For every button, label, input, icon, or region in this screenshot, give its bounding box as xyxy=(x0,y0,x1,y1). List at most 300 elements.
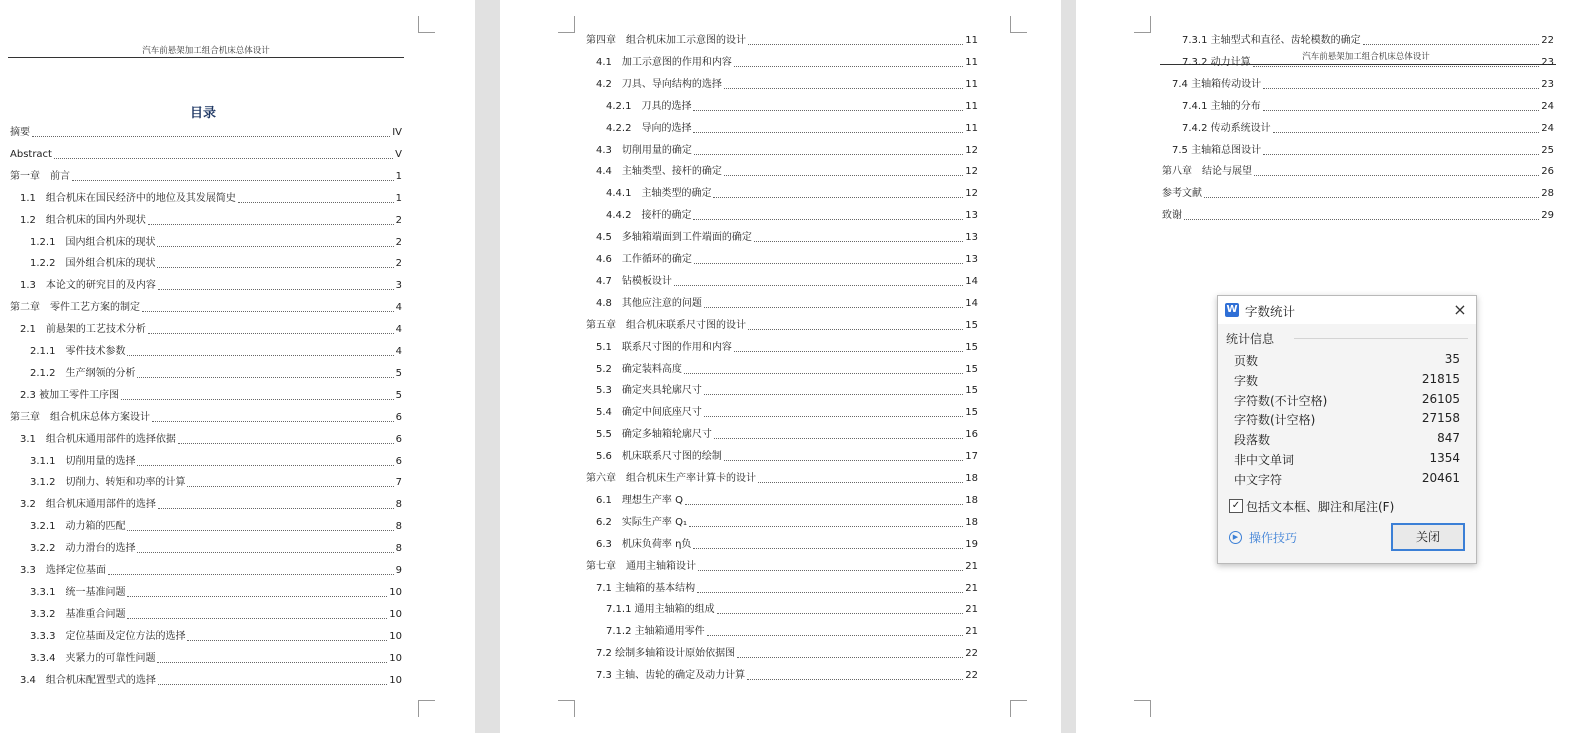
toc-entry-title: 致谢 xyxy=(1162,210,1182,222)
toc-entry-title: 5.3 确定夹具轮廓尺寸 xyxy=(596,385,702,397)
toc-page-number: 15 xyxy=(965,341,978,353)
toc-entry-title: 3.2 组合机床通用部件的选择 xyxy=(20,499,156,511)
toc-page-number: 6 xyxy=(395,411,402,423)
toc-entry-title: 7.1 主轴箱的基本结构 xyxy=(596,582,696,594)
tips-link[interactable]: 操作技巧 xyxy=(1249,531,1298,545)
toc-page-number: 11 xyxy=(965,56,978,68)
crop-mark xyxy=(1134,700,1151,717)
toc-dot-leader xyxy=(704,394,963,395)
crop-mark xyxy=(418,16,435,33)
toc-page-number: 29 xyxy=(1541,210,1554,222)
toc-dot-leader xyxy=(707,635,964,636)
toc-dot-leader xyxy=(693,110,963,111)
stat-label: 中文字符 xyxy=(1234,472,1283,487)
toc-entry[interactable] xyxy=(596,406,978,420)
toc-entry-title: 3.3.2 基准重合问题 xyxy=(30,608,126,620)
toc-dot-leader xyxy=(747,679,963,680)
toc-page-number: 21 xyxy=(965,582,978,594)
toc-dot-leader xyxy=(157,246,393,247)
toc-page-number: 10 xyxy=(389,674,402,686)
toc-page-number: 7 xyxy=(395,477,402,489)
toc-page-number: 21 xyxy=(965,560,978,572)
toc-dot-leader xyxy=(693,132,963,133)
document-page-2 xyxy=(500,0,1061,733)
stat-label: 非中文单词 xyxy=(1234,453,1295,467)
toc-dot-leader xyxy=(698,570,963,571)
toc-entry-title: 3.1.2 切削力、转矩和功率的计算 xyxy=(30,477,186,489)
toc-dot-leader xyxy=(54,158,393,159)
toc-entry-title: 7.3 主轴、齿轮的确定及动力计算 xyxy=(596,670,746,682)
toc-page-number: 8 xyxy=(395,521,402,533)
toc-entry-title: 4.2.2 导向的选择 xyxy=(606,122,692,134)
toc-dot-leader xyxy=(724,88,963,89)
toc-page-number: 9 xyxy=(395,565,402,576)
toc-dot-leader xyxy=(704,307,963,308)
toc-page-number: 13 xyxy=(965,232,978,244)
toc-page-number: IV xyxy=(392,127,402,138)
stat-row xyxy=(1234,451,1460,471)
toc-entry[interactable] xyxy=(20,323,402,337)
crop-mark xyxy=(558,700,575,717)
toc-entry-title: 7.3.1 主轴型式和直径、齿轮模数的确定 xyxy=(1182,35,1361,46)
toc-dot-leader xyxy=(157,267,393,268)
toc-entry-title: 5.1 联系尺寸图的作用和内容 xyxy=(596,341,732,353)
toc-dot-leader xyxy=(178,443,394,444)
toc-entry[interactable] xyxy=(586,560,978,574)
toc-page-number: 23 xyxy=(1541,56,1554,68)
toc-entry-title: 7.4 主轴箱传动设计 xyxy=(1172,78,1262,90)
stat-value: 21815 xyxy=(1421,371,1460,386)
toc-entry[interactable] xyxy=(596,428,978,442)
toc-entry[interactable] xyxy=(20,433,402,447)
toc-entry[interactable] xyxy=(596,341,978,355)
toc-entry-title: 参考文献 xyxy=(1162,188,1202,200)
toc-dot-leader xyxy=(693,219,963,220)
toc-dot-leader xyxy=(1204,197,1539,198)
toc-page-number: 24 xyxy=(1541,100,1554,112)
toc-dot-leader xyxy=(148,224,394,225)
toc-entry[interactable] xyxy=(30,520,402,534)
toc-entry[interactable] xyxy=(596,516,978,530)
toc-entry-title: 7.4.1 主轴的分布 xyxy=(1182,100,1261,112)
checkbox-label[interactable]: 包括文本框、脚注和尾注(F) xyxy=(1246,500,1395,514)
toc-entry-title: 4.7 钻模板设计 xyxy=(596,275,672,287)
toc-entry[interactable] xyxy=(1182,56,1554,70)
toc-entry-title: 1.1 组合机床在国民经济中的地位及其发展简史 xyxy=(20,192,236,204)
toc-dot-leader xyxy=(1253,66,1540,67)
toc-page-number: 15 xyxy=(965,319,978,331)
toc-entry[interactable] xyxy=(30,608,402,622)
toc-entry-title: 5.6 机床联系尺寸图的绘制 xyxy=(596,451,722,463)
toc-dot-leader xyxy=(734,351,963,352)
toc-entry-title: 3.1.1 切削用量的选择 xyxy=(30,455,136,467)
toc-page-number: 14 xyxy=(965,275,978,287)
toc-page-number: 10 xyxy=(389,608,402,620)
toc-entry[interactable] xyxy=(20,564,402,578)
toc-entry-title: 摘要 xyxy=(10,127,30,138)
toc-entry-title: 1.2.2 国外组合机床的现状 xyxy=(30,258,156,270)
toc-entry-title: 2.1 前悬架的工艺技术分析 xyxy=(20,324,146,336)
toc-page-number: 22 xyxy=(1541,35,1554,46)
toc-page-number: 24 xyxy=(1541,122,1554,134)
page-header: 汽车前悬架加工组合机床总体设计 xyxy=(1302,52,1430,62)
close-button[interactable]: 关闭 xyxy=(1391,523,1465,551)
word-count-dialog xyxy=(1217,295,1477,564)
toc-dot-leader xyxy=(148,333,394,334)
toc-page-number: 15 xyxy=(965,385,978,397)
toc-dot-leader xyxy=(32,136,390,137)
toc-entry[interactable] xyxy=(586,319,978,333)
toc-page-number: 10 xyxy=(389,652,402,664)
toc-dot-leader xyxy=(694,154,963,155)
stat-label: 字数 xyxy=(1234,373,1259,388)
toc-page-number: 22 xyxy=(965,670,978,682)
crop-mark xyxy=(1010,16,1027,33)
toc-title: 目录 xyxy=(189,106,216,121)
toc-entry[interactable] xyxy=(1162,209,1554,223)
toc-entry[interactable] xyxy=(596,494,978,508)
toc-page-number: V xyxy=(395,148,402,160)
toc-dot-leader xyxy=(697,592,963,593)
wps-writer-icon: W xyxy=(1226,304,1238,315)
toc-page-number: 11 xyxy=(965,78,978,90)
toc-entry-title: 第三章 组合机床总体方案设计 xyxy=(10,411,150,423)
toc-entry-title: 3.2.1 动力箱的匹配 xyxy=(30,521,126,533)
toc-entry[interactable] xyxy=(596,384,978,398)
toc-entry[interactable] xyxy=(596,669,978,683)
toc-entry[interactable] xyxy=(596,231,978,245)
toc-dot-leader xyxy=(685,504,963,505)
toc-entry-title: 2.1.1 零件技术参数 xyxy=(30,346,126,357)
toc-page-number: 8 xyxy=(395,543,402,555)
toc-dot-leader xyxy=(693,548,963,549)
group-divider xyxy=(1294,338,1468,339)
toc-entry[interactable] xyxy=(10,170,402,184)
toc-dot-leader xyxy=(152,421,394,422)
toc-page-number: 1 xyxy=(395,170,402,182)
play-icon[interactable]: ▶ xyxy=(1229,531,1242,544)
toc-entry-title: 6.3 机床负荷率 η负 xyxy=(596,538,692,550)
toc-entry-title: 3.3.1 统一基准问题 xyxy=(30,586,126,598)
toc-entry[interactable] xyxy=(586,34,978,48)
toc-entry-title: 7.5 主轴箱总图设计 xyxy=(1172,144,1262,156)
toc-page-number: 18 xyxy=(965,473,978,484)
toc-entry-title: 1.3 本论文的研究目的及内容 xyxy=(20,280,156,292)
stat-label: 页数 xyxy=(1234,354,1259,368)
toc-page-number: 25 xyxy=(1541,144,1554,156)
toc-entry-title: 4.3 切削用量的确定 xyxy=(596,144,692,156)
toc-entry[interactable] xyxy=(30,236,402,250)
toc-dot-leader xyxy=(121,399,394,400)
toc-page-number: 28 xyxy=(1541,188,1554,200)
toc-page-number: 16 xyxy=(965,429,978,441)
header-rule xyxy=(8,57,404,58)
toc-entry-title: 1.2 组合机床的国内外现状 xyxy=(20,214,146,226)
stat-value: 26105 xyxy=(1421,391,1460,406)
toc-entry[interactable] xyxy=(20,192,402,206)
toc-entry[interactable] xyxy=(1182,122,1554,136)
toc-dot-leader xyxy=(674,285,963,286)
toc-page-number: 5 xyxy=(395,389,402,401)
toc-page-number: 21 xyxy=(965,626,978,638)
dialog-title: 字数统计 xyxy=(1245,304,1296,319)
toc-page-number: 10 xyxy=(389,630,402,642)
stat-value: 27158 xyxy=(1421,411,1460,426)
toc-entry-title: 第二章 零件工艺方案的制定 xyxy=(10,302,140,314)
stat-row xyxy=(1234,431,1460,451)
toc-page-number: 12 xyxy=(965,188,978,200)
toc-dot-leader xyxy=(724,175,963,176)
toc-entry-title: 第四章 组合机床加工示意图的设计 xyxy=(586,35,746,46)
toc-entry[interactable] xyxy=(10,126,402,140)
toc-entry[interactable] xyxy=(20,498,402,512)
toc-entry-title: 第六章 组合机床生产率计算卡的设计 xyxy=(586,473,756,484)
toc-entry[interactable] xyxy=(30,455,402,469)
toc-entry-title: 4.5 多轴箱端面到工件端面的确定 xyxy=(596,232,752,244)
toc-entry[interactable] xyxy=(30,257,402,271)
toc-entry[interactable] xyxy=(596,450,978,464)
toc-entry-title: 1.2.1 国内组合机床的现状 xyxy=(30,236,156,248)
toc-entry-title: 7.2 绘制多轴箱设计原始依据图 xyxy=(596,648,736,660)
toc-page-number: 11 xyxy=(965,35,978,46)
toc-page-number: 21 xyxy=(965,604,978,616)
toc-page-number: 6 xyxy=(395,455,402,467)
stat-row xyxy=(1234,392,1460,412)
toc-entry[interactable] xyxy=(10,411,402,425)
toc-entry[interactable] xyxy=(20,674,402,688)
toc-entry[interactable] xyxy=(30,345,402,359)
toc-entry[interactable] xyxy=(30,630,402,644)
toc-entry-title: 7.4.2 传动系统设计 xyxy=(1182,122,1271,134)
toc-entry[interactable] xyxy=(596,78,978,92)
toc-entry-title: 4.2 刀具、导向结构的选择 xyxy=(596,78,722,90)
toc-dot-leader xyxy=(108,574,394,575)
toc-entry[interactable] xyxy=(596,275,978,289)
toc-entry-title: 5.4 确定中间底座尺寸 xyxy=(596,407,702,419)
toc-entry[interactable] xyxy=(596,582,978,596)
toc-entry-title: 5.5 确定多轴箱轮廓尺寸 xyxy=(596,429,712,441)
toc-page-number: 23 xyxy=(1541,78,1554,90)
toc-entry[interactable] xyxy=(1162,165,1554,179)
toc-dot-leader xyxy=(704,416,963,417)
toc-dot-leader xyxy=(158,508,394,509)
toc-entry[interactable] xyxy=(596,165,978,179)
toc-entry[interactable] xyxy=(1172,78,1554,92)
include-textbox-footnotes-checkbox[interactable]: ✓ xyxy=(1229,499,1243,513)
toc-entry-title: 3.3 选择定位基面 xyxy=(20,565,106,576)
document-page-1 xyxy=(0,0,475,733)
toc-dot-leader xyxy=(187,640,387,641)
toc-entry[interactable] xyxy=(10,148,402,162)
toc-dot-leader xyxy=(758,482,963,483)
toc-entry[interactable] xyxy=(606,187,978,201)
toc-dot-leader xyxy=(689,526,963,527)
stat-value: 35 xyxy=(1444,352,1460,366)
toc-entry[interactable] xyxy=(1182,34,1554,48)
toc-dot-leader xyxy=(127,618,387,619)
toc-entry[interactable] xyxy=(596,253,978,267)
toc-entry[interactable] xyxy=(606,100,978,114)
stat-value: 847 xyxy=(1437,431,1460,446)
toc-entry[interactable] xyxy=(1182,100,1554,114)
toc-entry-title: 2.1.2 生产纲领的分析 xyxy=(30,367,136,379)
toc-entry-title: 2.3 被加工零件工序图 xyxy=(20,389,120,401)
toc-dot-leader xyxy=(127,596,387,597)
toc-dot-leader xyxy=(694,263,963,264)
toc-dot-leader xyxy=(734,66,963,67)
toc-entry-title: 4.4 主轴类型、接杆的确定 xyxy=(596,166,722,178)
stat-label: 段落数 xyxy=(1234,433,1271,448)
stat-label: 字符数(不计空格) xyxy=(1234,393,1328,408)
toc-entry[interactable] xyxy=(596,647,978,661)
toc-entry[interactable] xyxy=(30,652,402,666)
toc-entry[interactable] xyxy=(30,542,402,556)
toc-page-number: 11 xyxy=(965,100,978,112)
toc-page-number: 12 xyxy=(965,144,978,156)
toc-entry[interactable] xyxy=(10,301,402,315)
toc-entry-title: 7.1.1 通用主轴箱的组成 xyxy=(606,604,715,616)
toc-page-number: 15 xyxy=(965,407,978,419)
toc-entry-title: 第一章 前言 xyxy=(10,170,70,182)
toc-page-number: 17 xyxy=(965,451,978,463)
toc-dot-leader xyxy=(713,197,963,198)
toc-entry-title: Abstract xyxy=(10,148,52,160)
toc-page-number: 8 xyxy=(395,499,402,511)
toc-entry[interactable] xyxy=(606,122,978,136)
toc-dot-leader xyxy=(737,657,963,658)
toc-entry[interactable] xyxy=(20,214,402,228)
toc-entry-title: 4.2.1 刀具的选择 xyxy=(606,100,692,112)
toc-dot-leader xyxy=(127,355,393,356)
toc-page-number: 6 xyxy=(395,433,402,445)
toc-dot-leader xyxy=(724,460,963,461)
toc-dot-leader xyxy=(1254,175,1539,176)
toc-dot-leader xyxy=(137,465,393,466)
toc-dot-leader xyxy=(158,289,394,290)
crop-mark xyxy=(1010,700,1027,717)
toc-entry-title: 4.6 工作循环的确定 xyxy=(596,254,692,265)
toc-entry[interactable] xyxy=(606,625,978,639)
toc-entry[interactable] xyxy=(586,472,978,486)
toc-page-number: 10 xyxy=(389,586,402,598)
toc-page-number: 1 xyxy=(395,192,402,204)
toc-dot-leader xyxy=(754,241,963,242)
toc-entry[interactable] xyxy=(1162,187,1554,201)
toc-page-number: 26 xyxy=(1541,166,1554,178)
toc-entry[interactable] xyxy=(596,56,978,70)
toc-dot-leader xyxy=(137,377,393,378)
toc-page-number: 13 xyxy=(965,254,978,265)
toc-entry-title: 第五章 组合机床联系尺寸图的设计 xyxy=(586,319,746,331)
toc-entry[interactable] xyxy=(596,363,978,377)
toc-dot-leader xyxy=(137,552,393,553)
toc-entry-title: 第八章 结论与展望 xyxy=(1162,166,1252,178)
toc-entry-title: 4.4.2 接杆的确定 xyxy=(606,210,692,222)
toc-page-number: 18 xyxy=(965,494,978,506)
toc-page-number: 2 xyxy=(395,236,402,248)
toc-entry-title: 6.1 理想生产率 Q xyxy=(596,494,683,506)
toc-entry-title: 3.3.3 定位基面及定位方法的选择 xyxy=(30,630,186,642)
toc-entry[interactable] xyxy=(596,144,978,158)
toc-page-number: 2 xyxy=(395,214,402,226)
toc-dot-leader xyxy=(1363,44,1540,45)
toc-page-number: 4 xyxy=(395,302,402,314)
toc-entry[interactable] xyxy=(596,538,978,552)
toc-page-number: 22 xyxy=(965,648,978,660)
crop-mark xyxy=(418,700,435,717)
toc-entry[interactable] xyxy=(30,586,402,600)
toc-dot-leader xyxy=(187,486,393,487)
toc-dot-leader xyxy=(142,311,394,312)
toc-dot-leader xyxy=(72,180,394,181)
toc-entry[interactable] xyxy=(1172,144,1554,158)
toc-dot-leader xyxy=(748,44,963,45)
crop-mark xyxy=(1134,16,1151,33)
toc-page-number: 4 xyxy=(395,346,402,357)
toc-entry-title: 3.2.2 动力滑台的选择 xyxy=(30,543,136,555)
toc-dot-leader xyxy=(714,438,963,439)
toc-entry-title: 3.4 组合机床配置型式的选择 xyxy=(20,674,156,686)
toc-dot-leader xyxy=(127,530,393,531)
toc-entry[interactable] xyxy=(20,279,402,293)
toc-entry-title: 4.4.1 主轴类型的确定 xyxy=(606,188,712,200)
toc-entry-title: 3.3.4 夹紧力的可靠性问题 xyxy=(30,652,156,664)
toc-entry[interactable] xyxy=(30,476,402,490)
crop-mark xyxy=(558,16,575,33)
toc-page-number: 3 xyxy=(395,280,402,292)
toc-page-number: 5 xyxy=(395,367,402,379)
toc-page-number: 12 xyxy=(965,166,978,178)
toc-entry-title: 5.2 确定装料高度 xyxy=(596,363,682,375)
toc-page-number: 18 xyxy=(965,516,978,528)
toc-dot-leader xyxy=(1263,88,1539,89)
toc-dot-leader xyxy=(1184,219,1539,220)
toc-entry-title: 7.3.2 动力计算 xyxy=(1182,56,1251,68)
toc-page-number: 2 xyxy=(395,258,402,270)
stat-row xyxy=(1234,352,1460,372)
toc-dot-leader xyxy=(1263,110,1540,111)
toc-page-number: 11 xyxy=(965,122,978,134)
toc-entry-title: 4.8 其他应注意的问题 xyxy=(596,297,702,309)
toc-dot-leader xyxy=(748,329,963,330)
toc-entry[interactable] xyxy=(20,389,402,403)
stats-group-label: 统计信息 xyxy=(1226,332,1275,346)
toc-entry-title: 7.1.2 主轴箱通用零件 xyxy=(606,626,705,638)
toc-entry-title: 4.1 加工示意图的作用和内容 xyxy=(596,56,732,68)
close-icon[interactable]: × xyxy=(1453,300,1467,319)
toc-entry[interactable] xyxy=(606,603,978,617)
toc-entry[interactable] xyxy=(606,209,978,223)
toc-entry[interactable] xyxy=(596,297,978,311)
stat-value: 1354 xyxy=(1429,451,1460,465)
toc-entry-title: 6.2 实际生产率 Q₁ xyxy=(596,516,687,528)
toc-page-number: 19 xyxy=(965,538,978,550)
toc-dot-leader xyxy=(158,684,387,685)
toc-entry-title: 第七章 通用主轴箱设计 xyxy=(586,560,696,572)
toc-page-number: 14 xyxy=(965,297,978,309)
toc-dot-leader xyxy=(1273,132,1540,133)
toc-dot-leader xyxy=(157,662,387,663)
page-header: 汽车前悬架加工组合机床总体设计 xyxy=(142,46,270,56)
stat-row xyxy=(1234,372,1460,392)
toc-dot-leader xyxy=(684,373,963,374)
dialog-titlebar xyxy=(1218,296,1476,324)
stat-row xyxy=(1234,411,1460,431)
toc-page-number: 4 xyxy=(395,324,402,336)
stat-row xyxy=(1234,471,1460,491)
toc-entry[interactable] xyxy=(30,367,402,381)
toc-dot-leader xyxy=(238,202,394,203)
